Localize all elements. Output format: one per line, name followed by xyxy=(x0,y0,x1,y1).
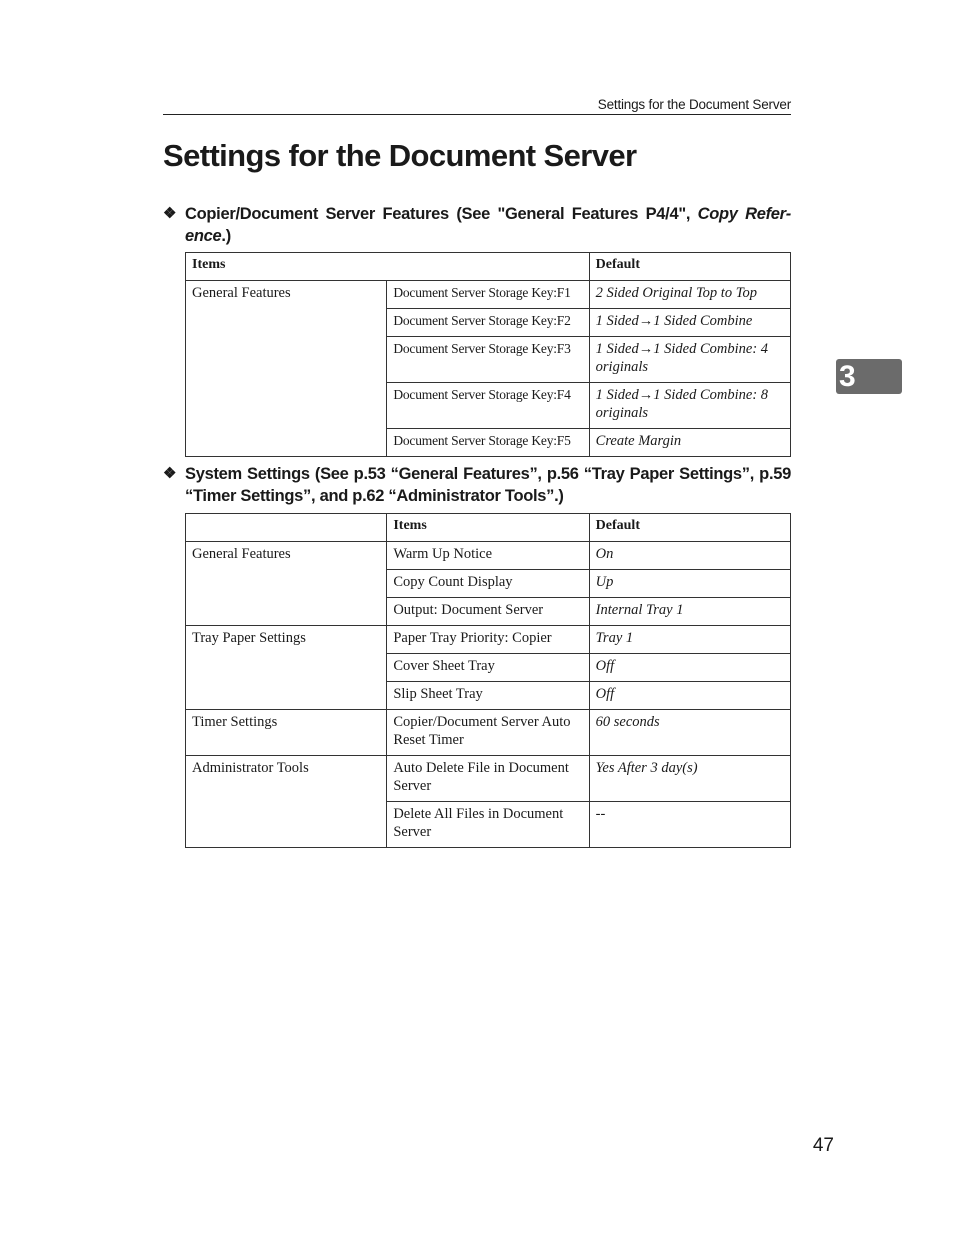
heading-text: System Settings (See p.53 “General Features”, p.56 “Tray Paper Settings”, p.59 xyxy=(185,465,791,483)
default-cell: 2 Sided Original Top to Top xyxy=(589,281,790,309)
item-cell: Paper Tray Priority: Copier xyxy=(387,626,589,654)
page-number: 47 xyxy=(812,1135,834,1156)
table-row xyxy=(186,281,791,309)
page-title: Settings for the Document Server xyxy=(163,138,637,173)
default-cell: Up xyxy=(589,570,790,598)
item-cell: Copy Count Display xyxy=(387,570,589,598)
item-cell: Warm Up Notice xyxy=(387,542,589,570)
group-cell: Tray Paper Settings xyxy=(186,626,387,710)
section-heading-system-settings xyxy=(163,463,791,507)
table-row xyxy=(186,710,791,756)
default-cell: Internal Tray 1 xyxy=(589,598,790,626)
default-cell: 60 seconds xyxy=(589,710,790,756)
heading-text: Copier/Document Server Features (See "General Features P4/4", xyxy=(185,205,698,223)
item-cell: Slip Sheet Tray xyxy=(387,682,589,710)
section-heading-copier-features xyxy=(163,203,791,247)
item-cell: Delete All Files in Document Server xyxy=(387,802,589,848)
default-cell: 1 Sided→1 Sided Combine: 8 originals xyxy=(589,383,790,429)
heading-reference-link[interactable]: Copy Refer- xyxy=(697,205,791,223)
item-cell: Document Server Storage Key:F4 xyxy=(387,383,589,429)
group-cell: General Features xyxy=(186,542,387,626)
table-header-row xyxy=(186,253,791,281)
heading-text-end: .) xyxy=(221,227,231,245)
running-header xyxy=(163,95,791,115)
system-settings-table xyxy=(185,513,791,848)
running-header-title: Settings for the Document Server xyxy=(597,97,791,112)
group-cell: Timer Settings xyxy=(186,710,387,756)
item-cell: Document Server Storage Key:F5 xyxy=(387,429,589,457)
default-cell: 1 Sided→1 Sided Combine xyxy=(589,309,790,337)
default-cell: Off xyxy=(589,654,790,682)
default-cell: Tray 1 xyxy=(589,626,790,654)
column-header-items: Items xyxy=(186,253,590,281)
table-row xyxy=(186,626,791,654)
copier-features-table xyxy=(185,252,791,457)
table-row xyxy=(186,542,791,570)
diamond-bullet-icon: ❖ xyxy=(163,465,177,482)
chapter-number: 3 xyxy=(839,360,856,393)
group-cell: General Features xyxy=(186,281,387,457)
item-cell: Output: Document Server xyxy=(387,598,589,626)
default-cell: Create Margin xyxy=(589,429,790,457)
default-cell: 1 Sided→1 Sided Combine: 4 originals xyxy=(589,337,790,383)
default-cell: -- xyxy=(589,802,790,848)
chapter-tab xyxy=(836,359,902,394)
item-cell: Document Server Storage Key:F2 xyxy=(387,309,589,337)
item-cell: Cover Sheet Tray xyxy=(387,654,589,682)
item-cell: Document Server Storage Key:F1 xyxy=(387,281,589,309)
item-cell: Document Server Storage Key:F3 xyxy=(387,337,589,383)
column-header-items: Items xyxy=(387,514,589,542)
table-header-row xyxy=(186,514,791,542)
default-cell: On xyxy=(589,542,790,570)
diamond-bullet-icon: ❖ xyxy=(163,205,177,222)
column-header-default: Default xyxy=(589,514,790,542)
group-cell: Administrator Tools xyxy=(186,756,387,848)
item-cell: Auto Delete File in Document Server xyxy=(387,756,589,802)
table-row xyxy=(186,756,791,802)
default-cell: Yes After 3 day(s) xyxy=(589,756,790,802)
column-header-default: Default xyxy=(589,253,790,281)
heading-text-cont: “Timer Settings”, and p.62 “Administrator Tools”.) xyxy=(185,487,564,505)
default-cell: Off xyxy=(589,682,790,710)
item-cell: Copier/Document Server Auto Reset Timer xyxy=(387,710,589,756)
column-header-blank xyxy=(186,514,387,542)
heading-reference-link-cont[interactable]: ence xyxy=(185,227,222,245)
